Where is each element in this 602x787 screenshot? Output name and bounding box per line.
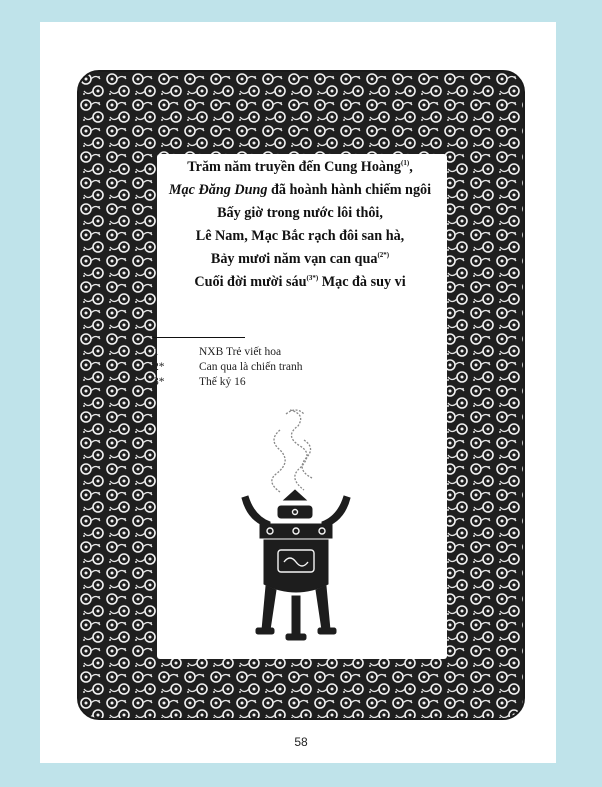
footnotes bbox=[153, 345, 302, 390]
footnote-ref-2: (2*) bbox=[377, 251, 390, 259]
incense-burner-illustration bbox=[226, 400, 366, 650]
poem-line-2-text: đã hoành hành chiếm ngôi bbox=[267, 182, 432, 198]
poem-line-6 bbox=[140, 271, 460, 294]
poem-block bbox=[140, 156, 460, 294]
page-number: 58 bbox=[294, 735, 308, 749]
poem-line-2-name: Mạc Đăng Dung bbox=[168, 182, 268, 198]
poem-line-1 bbox=[140, 156, 460, 179]
poem-line-2 bbox=[140, 179, 460, 202]
footnote-item bbox=[153, 375, 302, 390]
poem-line-5-text: Bảy mươi năm vạn can qua bbox=[210, 251, 378, 267]
footnote-text: Can qua là chiến tranh bbox=[199, 361, 303, 373]
poem-line-3: Bấy giờ trong nước lôi thôi, bbox=[217, 205, 383, 221]
footnote-ref-1: (1) bbox=[401, 159, 410, 167]
poem-line-5 bbox=[140, 248, 460, 271]
poem-line-1-punct: , bbox=[409, 159, 413, 175]
footnote-text: Thế kỷ 16 bbox=[199, 376, 246, 388]
footnote-text: NXB Trẻ viết hoa bbox=[199, 346, 282, 358]
footnote-number: 1 bbox=[153, 346, 159, 358]
footnote-item bbox=[153, 360, 302, 375]
poem-line-6-end: Mạc đà suy vi bbox=[318, 274, 406, 290]
footnote-number: 2* bbox=[153, 361, 165, 373]
poem-line-6-text: Cuối đời mười sáu bbox=[194, 274, 307, 290]
footnote-ref-3: (3*) bbox=[306, 274, 319, 282]
poem-line-4: Lê Nam, Mạc Bắc rạch đôi san hà, bbox=[195, 228, 405, 244]
poem-line-1-text: Trăm năm truyền đến Cung Hoàng bbox=[187, 159, 402, 175]
footnote-number: 3* bbox=[153, 376, 165, 388]
footnote-item bbox=[153, 345, 302, 360]
footnote-divider bbox=[153, 337, 245, 338]
